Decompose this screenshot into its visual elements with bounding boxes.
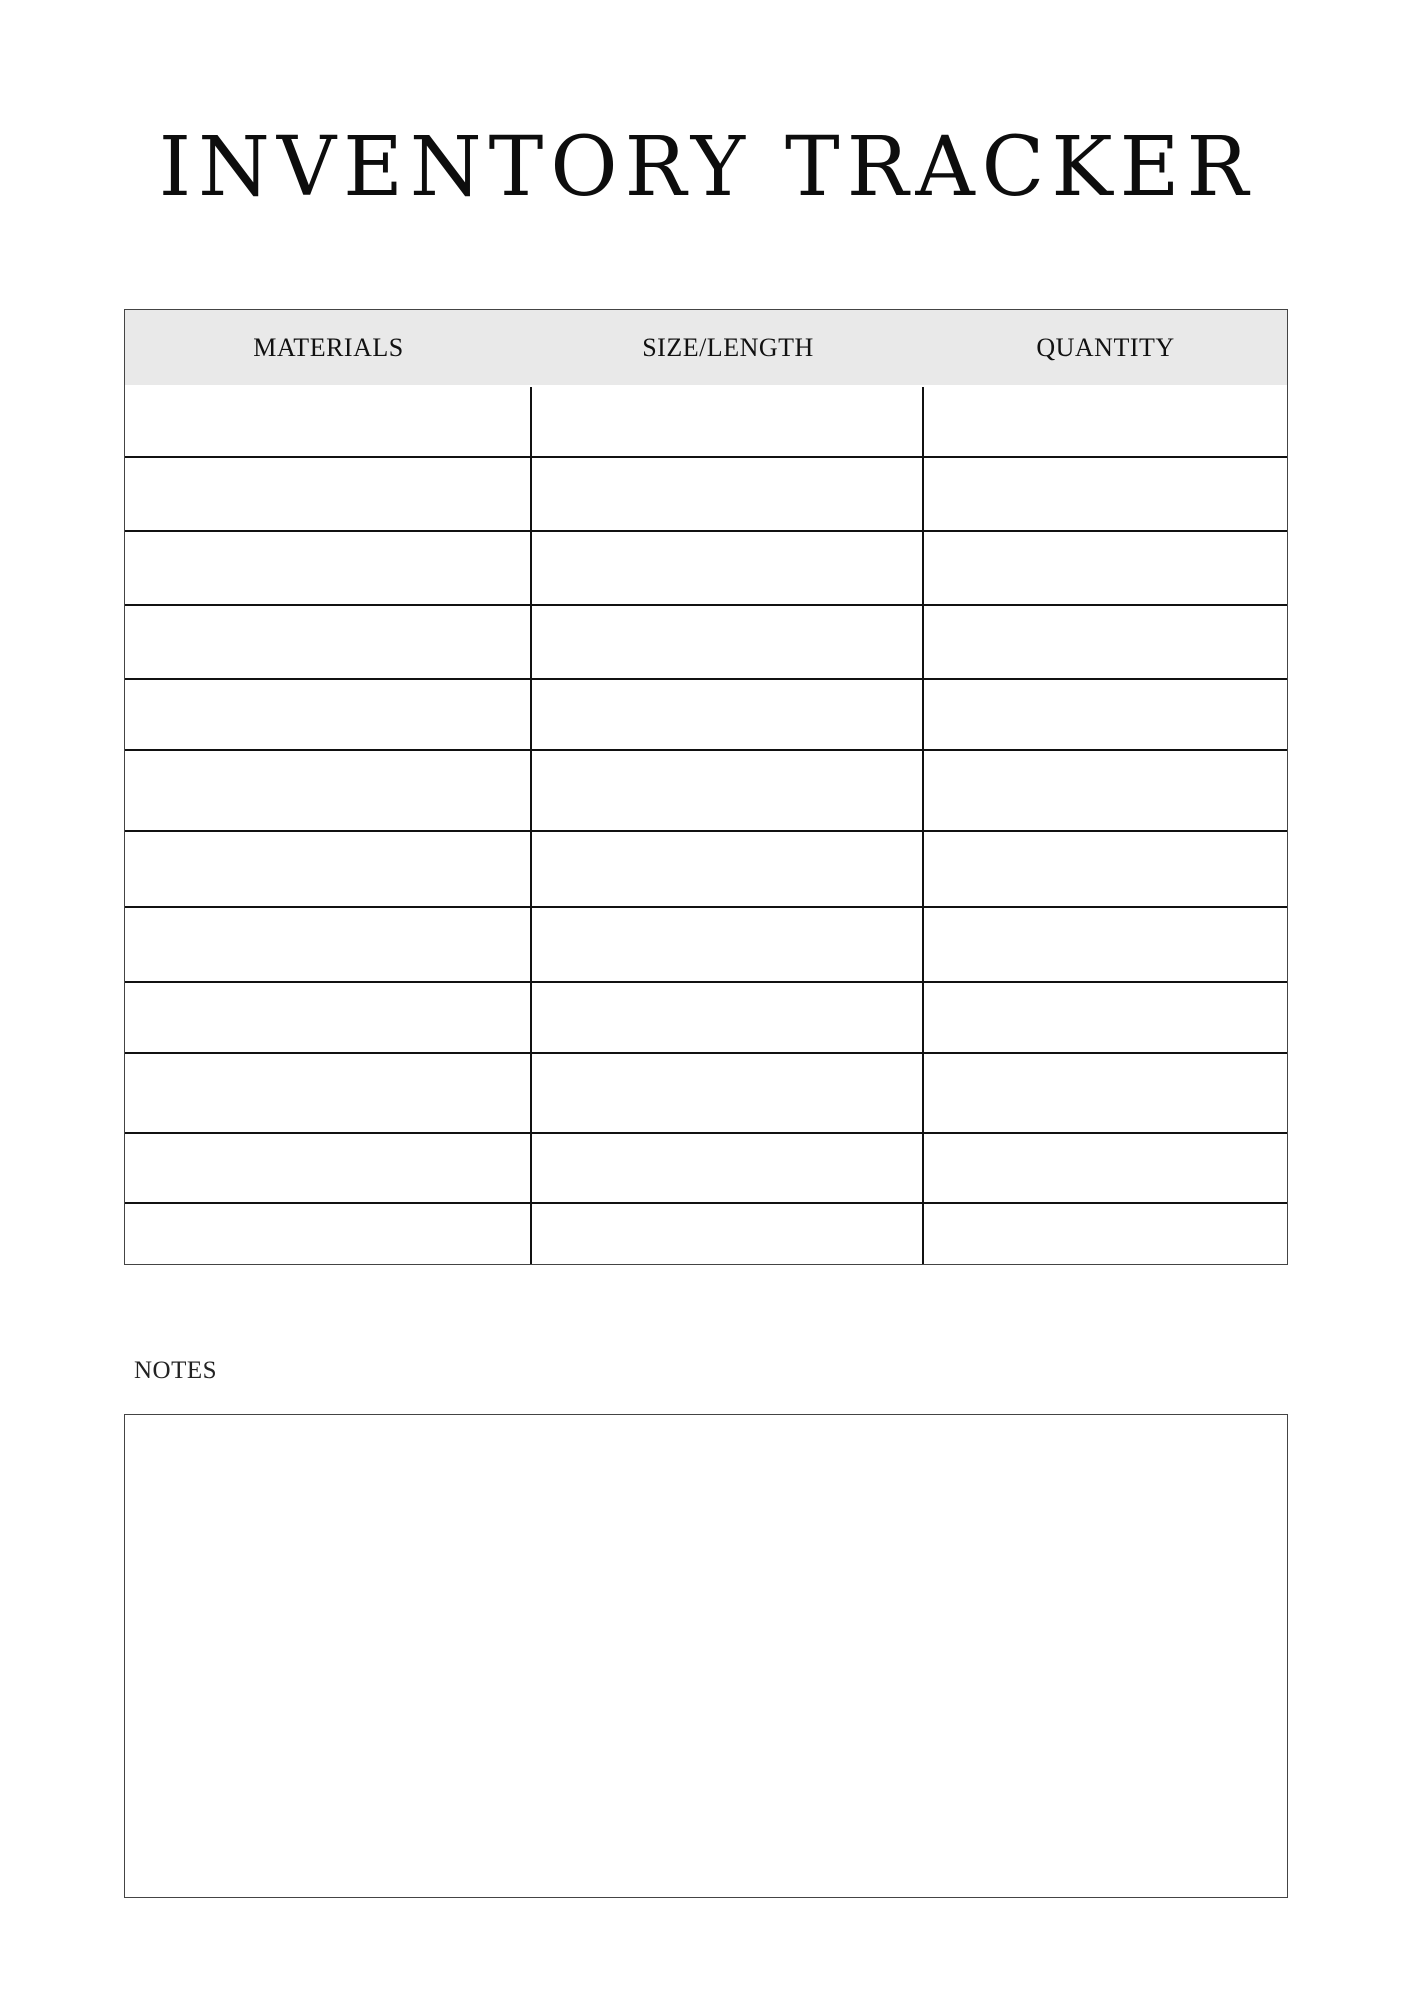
page-title: INVENTORY TRACKER [158, 120, 1256, 215]
materials-cell[interactable] [125, 908, 532, 981]
table-body [125, 385, 1287, 1264]
size-length-cell[interactable] [532, 832, 924, 906]
materials-cell[interactable] [125, 387, 532, 456]
header-size-length: SIZE/LENGTH [642, 332, 814, 362]
size-length-cell[interactable] [532, 387, 924, 456]
materials-cell[interactable] [125, 1054, 532, 1132]
materials-cell[interactable] [125, 680, 532, 749]
size-length-cell[interactable] [532, 458, 924, 530]
quantity-cell[interactable] [924, 1134, 1287, 1202]
size-length-cell[interactable] [532, 983, 924, 1052]
table-row [125, 1054, 1287, 1134]
table-row [125, 606, 1287, 680]
size-length-cell[interactable] [532, 1054, 924, 1132]
size-length-cell[interactable] [532, 532, 924, 604]
header-materials: MATERIALS [253, 332, 404, 362]
header-quantity: QUANTITY [1036, 332, 1175, 362]
materials-cell[interactable] [125, 1204, 532, 1264]
size-length-cell[interactable] [532, 606, 924, 678]
table-row [125, 908, 1287, 983]
table-row [125, 458, 1287, 532]
quantity-cell[interactable] [924, 832, 1287, 906]
notes-box[interactable] [124, 1414, 1288, 1898]
quantity-cell[interactable] [924, 751, 1287, 830]
materials-cell[interactable] [125, 458, 532, 530]
size-length-cell[interactable] [532, 1134, 924, 1202]
notes-label: NOTES [134, 1357, 218, 1384]
quantity-cell[interactable] [924, 532, 1287, 604]
quantity-cell[interactable] [924, 1204, 1287, 1264]
quantity-cell[interactable] [924, 387, 1287, 456]
materials-cell[interactable] [125, 983, 532, 1052]
quantity-cell[interactable] [924, 458, 1287, 530]
size-length-cell[interactable] [532, 680, 924, 749]
table-row [125, 983, 1287, 1054]
table-row [125, 751, 1287, 832]
quantity-cell[interactable] [924, 983, 1287, 1052]
table-row [125, 1204, 1287, 1264]
table-row [125, 1134, 1287, 1204]
table-row [125, 680, 1287, 751]
quantity-cell[interactable] [924, 1054, 1287, 1132]
table-row [125, 532, 1287, 606]
inventory-table [124, 309, 1288, 1265]
materials-cell[interactable] [125, 751, 532, 830]
quantity-cell[interactable] [924, 606, 1287, 678]
size-length-cell[interactable] [532, 1204, 924, 1264]
table-header-row [125, 310, 1287, 385]
table-row [125, 387, 1287, 458]
quantity-cell[interactable] [924, 908, 1287, 981]
materials-cell[interactable] [125, 1134, 532, 1202]
materials-cell[interactable] [125, 606, 532, 678]
materials-cell[interactable] [125, 532, 532, 604]
materials-cell[interactable] [125, 832, 532, 906]
size-length-cell[interactable] [532, 908, 924, 981]
size-length-cell[interactable] [532, 751, 924, 830]
table-row [125, 832, 1287, 908]
quantity-cell[interactable] [924, 680, 1287, 749]
